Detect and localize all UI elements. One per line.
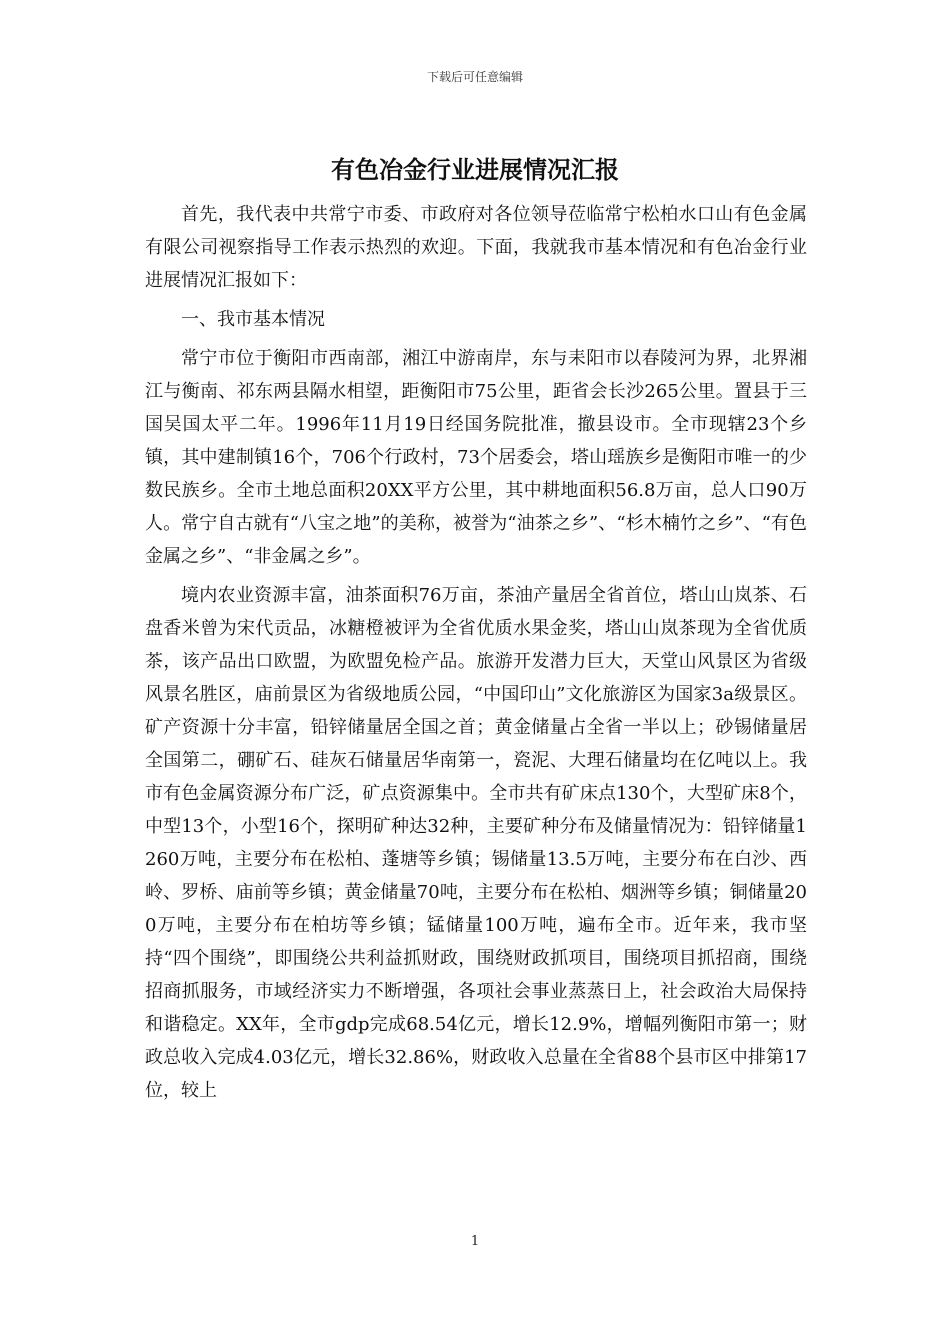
document-body	[145, 198, 807, 1113]
page-number: 1	[470, 1234, 480, 1249]
header-note: 下载后可任意编辑	[426, 70, 523, 84]
city-overview-paragraph: 常宁市位于衡阳市西南部，湘江中游南岸，东与耒阳市以春陵河为界，北界湘江与衡南、祁东两县隔水相望，距衡阳市75公里，距省会长沙265公里。置县于三国吴国太平二年。1996年11月19日经国务院批准，撤县设市。全市现辖23个乡镇，其中建制镇16个，706个行政村，73个居委会，塔山瑶族乡是衡阳市唯一的少数民族乡。全市土地总面积20XX平方公里，其中耕地面积56.8万亩，总人口90万人。常宁自古就有“八宝之地”的美称，被誉为“油茶之乡”、“杉木楠竹之乡”、“有色金属之乡”、“非金属之乡”。	[145, 348, 807, 567]
section-heading: 一、我市基本情况	[181, 309, 325, 330]
intro-paragraph: 首先，我代表中共常宁市委、市政府对各位领导莅临常宁松柏水口山有色金属有限公司视察指导工作表示热烈的欢迎。下面，我就我市基本情况和有色冶金行业进展情况汇报如下：	[145, 204, 807, 291]
document-title: 有色冶金行业进展情况汇报	[331, 155, 619, 184]
resources-paragraph: 境内农业资源丰富，油茶面积76万亩，茶油产量居全省首位，塔山山岚茶、石盘香米曾为宋代贡品，冰糖橙被评为全省优质水果金奖，塔山山岚茶现为全省优质茶，该产品出口欧盟，为欧盟免检产品。旅游开发潜力巨大，天堂山风景区为省级风景名胜区，庙前景区为省级地质公园，“中国印山”文化旅游区为国家3a级景区。矿产资源十分丰富，铅锌储量居全国之首；黄金储量占全省一半以上；砂锡储量居全国第二，硼矿石、硅灰石储量居华南第一，瓷泥、大理石储量均在亿吨以上。我市有色金属资源分布广泛，矿点资源集中。全市共有矿床点130个，大型矿床8个，中型13个，小型16个，探明矿种达32种，主要矿种分布及储量情况为：铅锌储量1260万吨，主要分布在松柏、蓬塘等乡镇；锡储量13.5万吨，主要分布在白沙、西岭、罗桥、庙前等乡镇；黄金储量70吨，主要分布在松柏、烟洲等乡镇；铜储量200万吨，主要分布在柏坊等乡镇；锰储量100万吨，遍布全市。近年来，我市坚持“四个围绕”，即围绕公共利益抓财政，围绕财政抓项目，围绕项目抓招商，围绕招商抓服务，市域经济实力不断增强，各项社会事业蒸蒸日上，社会政治大局保持和谐稳定。XX年，全市gdp完成68.54亿元，增长12.9%，增幅列衡阳市第一；财政总收入完成4.03亿元，增长32.86%，财政收入总量在全省88个县市区中排第17位，较上	[145, 585, 807, 1101]
